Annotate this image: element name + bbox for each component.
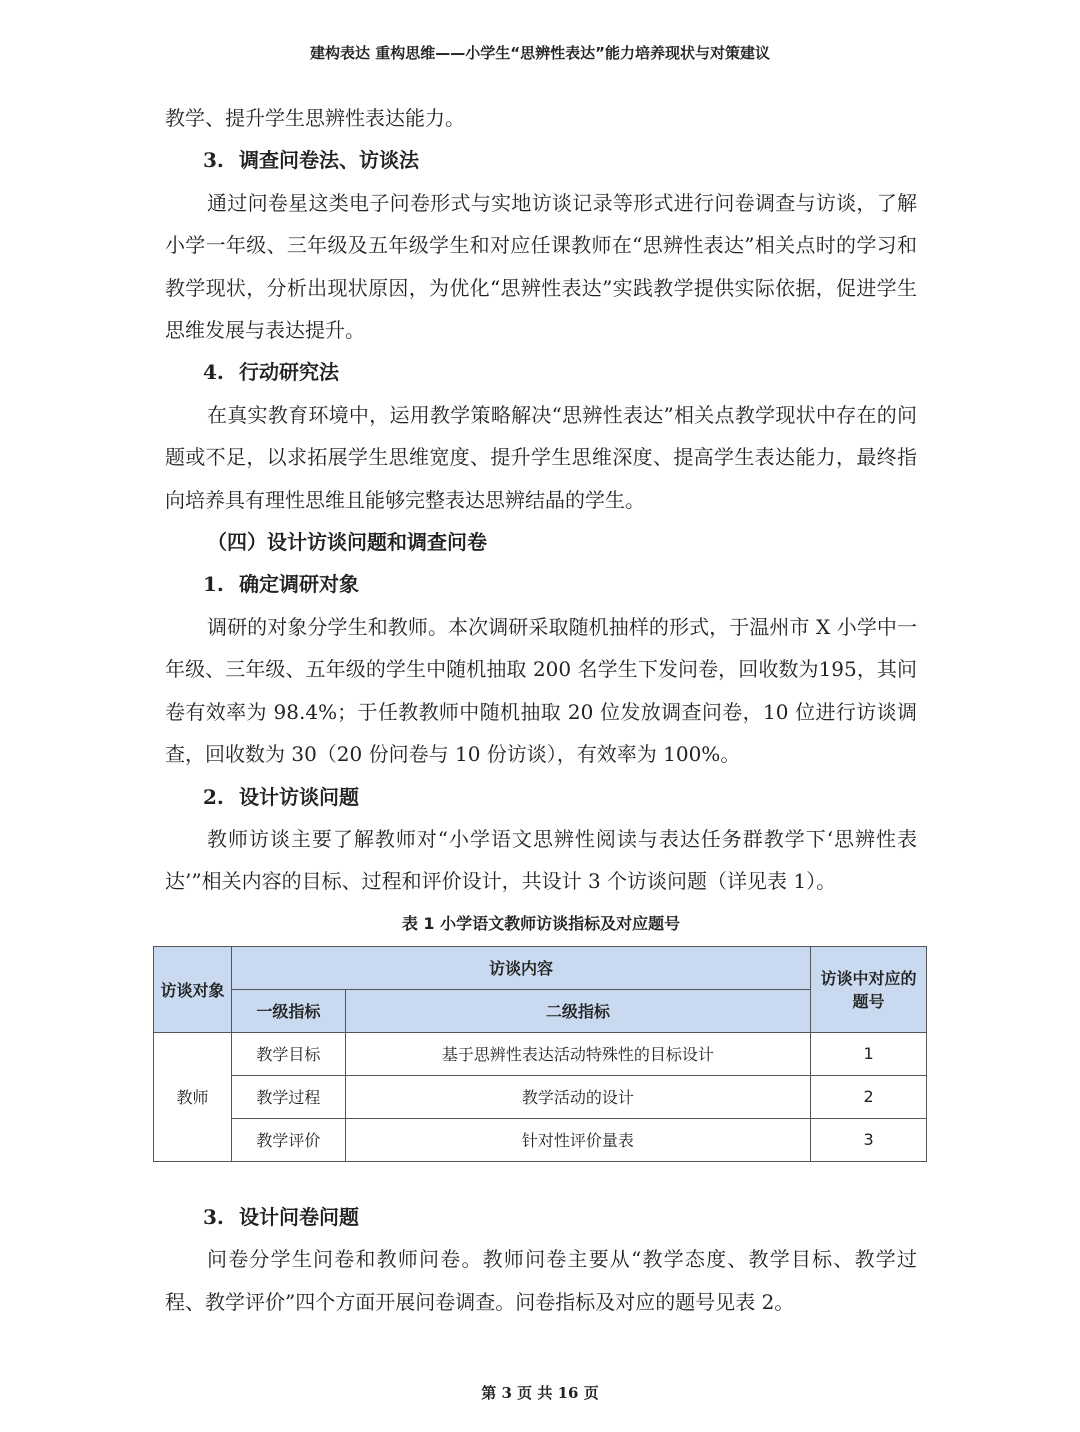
header-content: 访谈内容 <box>231 946 810 989</box>
header-number: 访谈中对应的题号 <box>811 946 927 1032</box>
section-heading <box>165 776 917 818</box>
cell-number: 3 <box>811 1118 927 1161</box>
cell-level1: 教学过程 <box>231 1075 345 1118</box>
cell-level2: 基于思辨性表达活动特殊性的目标设计 <box>345 1032 810 1075</box>
paragraph: 教学、提升学生思辨性表达能力。 <box>165 106 465 130</box>
cell-level2: 教学活动的设计 <box>345 1075 810 1118</box>
table-header-row <box>154 989 927 1032</box>
section-number: 1. <box>203 572 224 597</box>
section-heading <box>165 1196 917 1238</box>
interview-table <box>153 946 927 1162</box>
cell-number: 1 <box>811 1032 927 1075</box>
section-number: 3. <box>203 148 224 173</box>
section-title: 设计问卷问题 <box>239 1204 359 1229</box>
section-title: 设计访谈问题 <box>239 784 359 809</box>
header-level1: 一级指标 <box>231 989 345 1032</box>
table-row <box>154 1075 927 1118</box>
table-header-row <box>154 946 927 989</box>
section-heading <box>165 563 917 605</box>
section-number: 2. <box>203 784 224 809</box>
table-caption: 表 1 小学语文教师访谈指标及对应题号 <box>401 913 681 933</box>
table-row <box>154 1118 927 1161</box>
cell-level1: 教学目标 <box>231 1032 345 1075</box>
table-row <box>154 1032 927 1075</box>
paragraph: 问卷分学生问卷和教师问卷。教师问卷主要从“教学态度、教学目标、教学过程、教学评价”四个方面开展问卷调查。问卷指标及对应的题号见表 2。 <box>165 1247 917 1314</box>
section-title: 调查问卷法、访谈法 <box>239 148 419 173</box>
paragraph: 在真实教育环境中，运用教学策略解决“思辨性表达”相关点教学现状中存在的问题或不足，以求拓展学生思维宽度、提升学生思维深度、提高学生表达能力，最终指向培养具有理性思维且能够完整表达思辨结晶的学生。 <box>165 402 917 512</box>
section-heading <box>165 139 917 181</box>
cell-level2: 针对性评价量表 <box>345 1118 810 1161</box>
header-level2: 二级指标 <box>345 989 810 1032</box>
header-subject: 访谈对象 <box>154 946 232 1032</box>
cell-number: 2 <box>811 1075 927 1118</box>
paragraph: 教师访谈主要了解教师对“小学语文思辨性阅读与表达任务群教学下‘思辨性表达’”相关内容的目标、过程和评价设计，共设计 3 个访谈问题（详见表 1）。 <box>165 826 917 894</box>
section-heading <box>165 351 917 393</box>
paragraph: 调研的对象分学生和教师。本次调研采取随机抽样的形式，于温州市 X 小学中一年级、三年级、五年级的学生中随机抽取 200 名学生下发问卷，回收数为195，其问卷有效率为 98.4%；于任教教师中随机抽取 20 位发放调查问卷，10 位进行访谈调查，回收数为 30（20 份问卷与 10 份访谈），有效率为 100%。 <box>165 614 917 767</box>
part-heading: （四）设计访谈问题和调查问卷 <box>207 530 487 555</box>
section-number: 3. <box>203 1204 224 1229</box>
paragraph: 通过问卷星这类电子问卷形式与实地访谈记录等形式进行问卷调查与访谈，了解小学一年级、三年级及五年级学生和对应任课教师在“思辨性表达”相关点时的学习和教学现状，分析出现状原因，为优化“思辨性表达”实践教学提供实际依据，促进学生思维发展与表达提升。 <box>165 190 917 343</box>
cell-level1: 教学评价 <box>231 1118 345 1161</box>
page-content <box>160 97 917 1323</box>
cell-subject: 教师 <box>154 1032 232 1161</box>
section-title: 确定调研对象 <box>239 572 359 597</box>
section-title: 行动研究法 <box>239 360 339 385</box>
page-header: 建构表达 重构思维——小学生“思辨性表达”能力培养现状与对策建议 <box>310 44 770 62</box>
page-footer: 第 3 页 共 16 页 <box>481 1384 599 1402</box>
section-number: 4. <box>203 360 224 385</box>
